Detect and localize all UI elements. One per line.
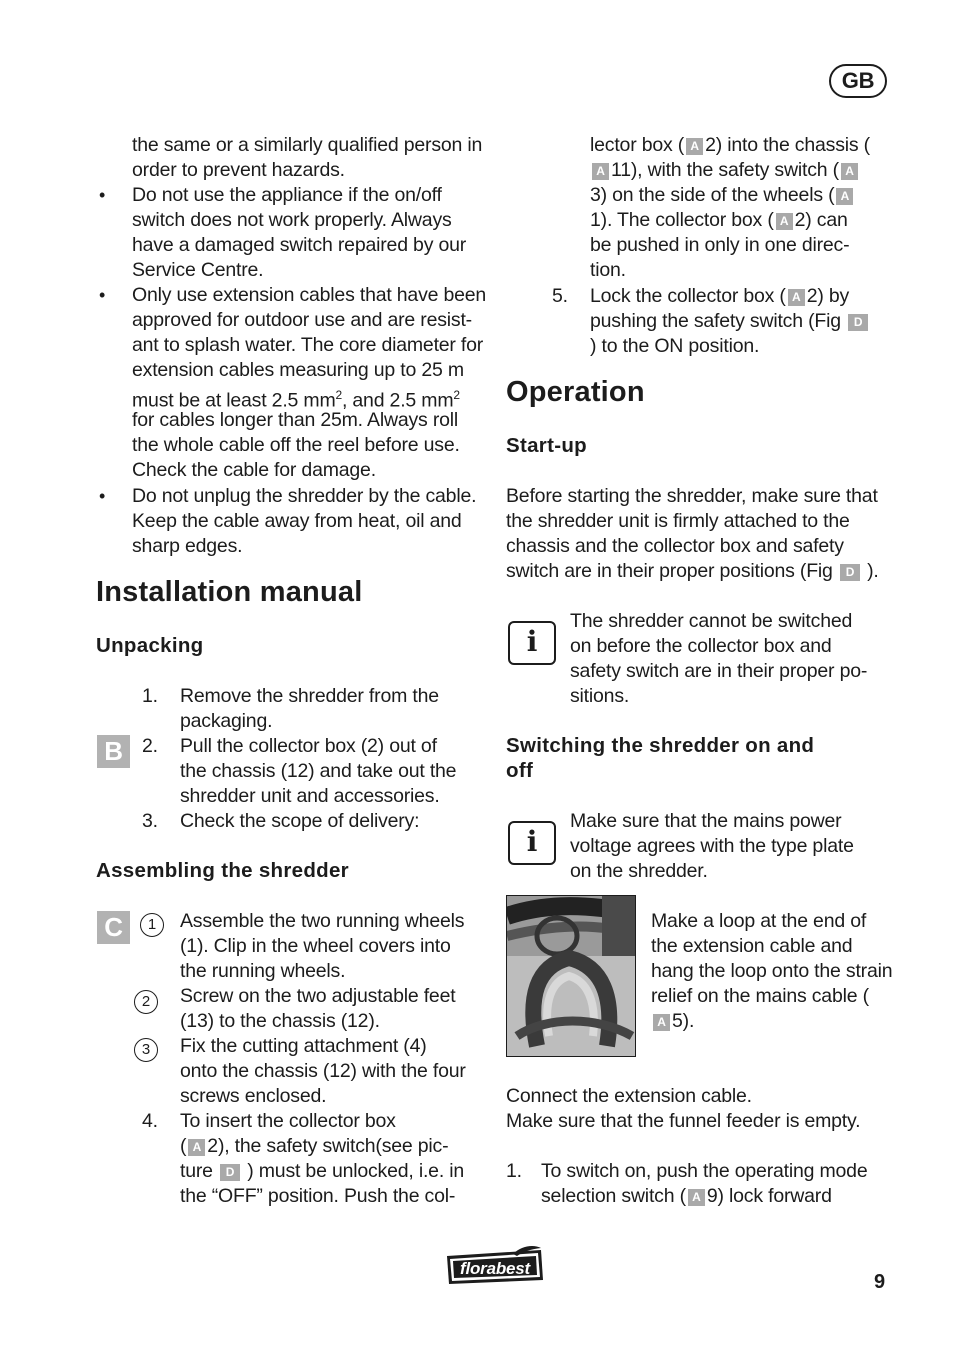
paragraph-line: switch are in their proper positions (Fig D ).	[506, 560, 879, 582]
step-text: A 11), with the safety switch ( A	[590, 158, 860, 183]
figure-ref-tag: D	[848, 314, 868, 331]
info-text: voltage agrees with the type plate	[570, 835, 854, 857]
paragraph-line: Connect the extension cable.	[506, 1085, 752, 1107]
step-text: Remove the shredder from the	[180, 685, 439, 707]
bullet-dot: •	[99, 486, 106, 506]
switching-heading: off	[506, 759, 534, 782]
cable-loop-photo	[506, 895, 636, 1057]
info-text: safety switch are in their proper po-	[570, 660, 868, 682]
step-text: tion.	[590, 259, 626, 281]
step-text: the chassis (12) and take out the	[180, 760, 457, 782]
loop-text: the extension cable and	[651, 935, 853, 957]
paragraph-line: Make sure that the funnel feeder is empty.	[506, 1110, 861, 1132]
bullet-text: switch does not work properly. Always	[132, 209, 452, 231]
figure-ref-tag: A	[688, 1189, 705, 1206]
loop-text: hang the loop onto the strain	[651, 960, 893, 982]
bullet-text: approved for outdoor use and are resist-	[132, 309, 472, 331]
loop-text: Make a loop at the end of	[651, 910, 867, 932]
step-text: Screw on the two adjustable feet	[180, 985, 456, 1007]
step-number: 2.	[142, 735, 158, 757]
bullet-text: for cables longer than 25m. Always roll	[132, 409, 459, 431]
step-number: 5.	[552, 285, 568, 307]
bullet-text: sharp edges.	[132, 535, 243, 557]
step-text: 1). The collector box ( A 2) can	[590, 209, 848, 231]
step-text: ( A 2), the safety switch(see pic-	[180, 1135, 449, 1157]
florabest-logo	[443, 1246, 547, 1292]
bullet-dot: •	[99, 285, 106, 305]
paragraph-line: the shredder unit is firmly attached to the	[506, 510, 850, 532]
bullet-text: Check the cable for damage.	[132, 459, 376, 481]
step-text: packaging.	[180, 710, 273, 732]
intro-line: order to prevent hazards.	[132, 159, 345, 181]
info-text: on the shredder.	[570, 860, 708, 882]
bullet-text: Service Centre.	[132, 259, 264, 281]
step-text: onto the chassis (12) with the four	[180, 1060, 466, 1082]
figure-ref-tag: A	[653, 1014, 670, 1031]
loop-text: A 5).	[651, 1009, 694, 1034]
bullet-text: must be at least 2.5 $mm^2$, and 2.5 $mm^2$	[132, 388, 460, 412]
loop-text: relief on the mains cable (	[651, 985, 869, 1007]
language-badge: GB	[829, 64, 887, 98]
brand-name: florabest	[460, 1259, 530, 1278]
operation-heading: Operation	[506, 376, 645, 408]
step-text: be pushed in only in one direc-	[590, 234, 850, 256]
figure-ref-tag: A	[776, 213, 793, 230]
figure-ref-tag: A	[841, 163, 858, 180]
step-number: 1.	[506, 1160, 522, 1182]
step-text: Assemble the two running wheels	[180, 910, 465, 932]
step-number: 3.	[142, 810, 158, 832]
step-number: 1.	[142, 685, 158, 707]
figure-ref-tag: A	[188, 1139, 205, 1156]
startup-heading: Start-up	[506, 434, 587, 457]
bullet-text: have a damaged switch repaired by our	[132, 234, 467, 256]
step-text: lector box ( A 2) into the chassis (	[590, 134, 870, 156]
step-text: (1). Clip in the wheel covers into	[180, 935, 451, 957]
step-text: screws enclosed.	[180, 1085, 327, 1107]
figure-ref-tag: A	[788, 289, 805, 306]
step-text: ) to the ON position.	[590, 335, 760, 357]
info-icon: i	[508, 821, 556, 865]
bullet-dot: •	[99, 185, 106, 205]
step-circle-number: 2	[134, 990, 158, 1014]
step-text: the “OFF” position. Push the col-	[180, 1185, 456, 1207]
info-icon: i	[508, 621, 556, 665]
step-text: pushing the safety switch (Fig D	[590, 309, 870, 334]
step-text: selection switch ( A 9) lock forward	[541, 1185, 832, 1207]
figure-ref-tag: D	[220, 1164, 240, 1181]
bullet-text: ant to splash water. The core diameter for	[132, 334, 484, 356]
step-text: To insert the collector box	[180, 1110, 396, 1132]
figure-ref-tag: D	[840, 564, 860, 581]
figure-tag-b: B	[97, 735, 130, 768]
step-number: 4.	[142, 1110, 158, 1132]
step-circle-number: 1	[140, 913, 164, 937]
brand-logo-icon	[443, 1246, 547, 1286]
step-text: Lock the collector box ( A 2) by	[590, 285, 850, 307]
intro-line: the same or a similarly qualified person in	[132, 134, 483, 156]
bullet-text: Keep the cable away from heat, oil and	[132, 510, 462, 532]
step-text: 3) on the side of the wheels ( A	[590, 183, 855, 208]
info-text: The shredder cannot be switched	[570, 610, 853, 632]
info-text: sitions.	[570, 685, 630, 707]
figure-tag-c: C	[97, 911, 130, 944]
installation-heading: Installation manual	[96, 576, 363, 608]
bullet-text: Only use extension cables that have been	[132, 284, 487, 306]
info-text: on before the collector box and	[570, 635, 832, 657]
step-text: To switch on, push the operating mode	[541, 1160, 868, 1182]
step-circle-number: 3	[134, 1038, 158, 1062]
unpacking-heading: Unpacking	[96, 634, 204, 657]
bullet-text: the whole cable off the reel before use.	[132, 434, 460, 456]
cable-loop-illustration	[507, 896, 636, 1057]
bullet-text: Do not use the appliance if the on/off	[132, 184, 442, 206]
figure-ref-tag: A	[592, 163, 609, 180]
bullet-text: extension cables measuring up to 25 m	[132, 359, 464, 381]
step-text: Check the scope of delivery:	[180, 810, 420, 832]
figure-ref-tag: A	[836, 188, 853, 205]
paragraph-line: Before starting the shredder, make sure that	[506, 485, 878, 507]
bullet-text: Do not unplug the shredder by the cable.	[132, 485, 477, 507]
step-text: the running wheels.	[180, 960, 346, 982]
step-text: Fix the cutting attachment (4)	[180, 1035, 427, 1057]
paragraph-line: chassis and the collector box and safety	[506, 535, 844, 557]
page-number: 9	[874, 1271, 885, 1293]
step-text: Pull the collector box (2) out of	[180, 735, 437, 757]
figure-ref-tag: A	[686, 138, 703, 155]
assembling-heading: Assembling the shredder	[96, 859, 349, 882]
step-text: (13) to the chassis (12).	[180, 1010, 380, 1032]
step-text: ture D ) must be unlocked, i.e. in	[180, 1160, 465, 1182]
info-text: Make sure that the mains power	[570, 810, 842, 832]
step-text: shredder unit and accessories.	[180, 785, 440, 807]
switching-heading: Switching the shredder on and	[506, 734, 815, 757]
